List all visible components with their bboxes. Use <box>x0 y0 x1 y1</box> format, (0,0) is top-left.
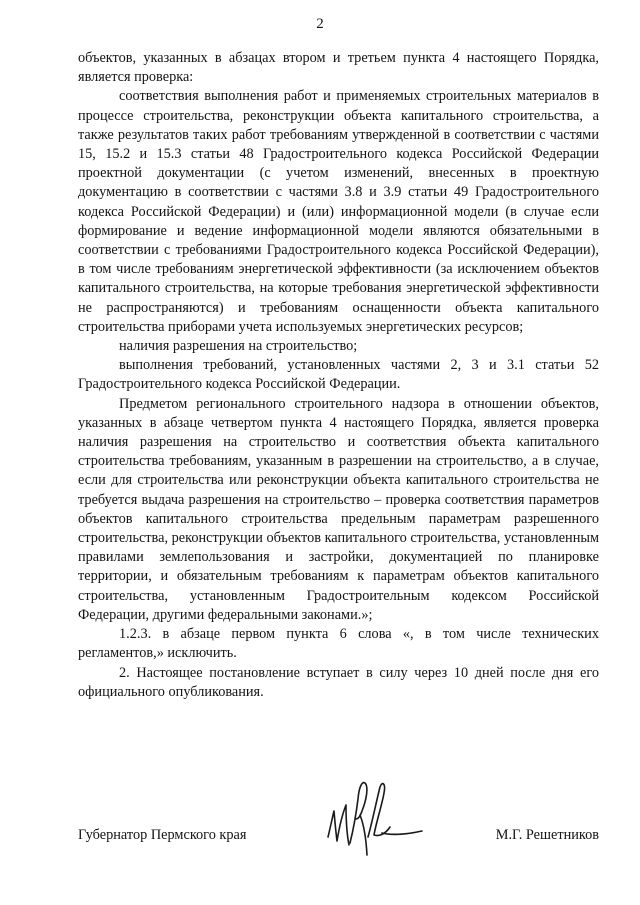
page-number: 2 <box>316 16 324 32</box>
paragraph-conformity-check: соответствия выполнения работ и применяемых строительных материалов в процессе строительства, реконструкции объекта капитального строительства, а также результатов таких работ требованиям утвержденной в соответствии с частями 15, 15.2 и 15.3 статьи 48 Градостроительного кодекса Российской Федерации проектной документации (с учетом изменений, внесенных в проектную документацию в соответствии с частями 3.8 и 3.9 статьи 49 Градостроительного кодекса Российской Федерации) и (или) информационной модели (в случае если формирование и ведение информационной модели являются обязательными в соответствии с требованиями Градостроительного кодекса Российской Федерации), в том числе требованиям энергетической эффективности (за исключением объектов капитального строительства, на которые требования энергетической эффективности не распространяются) и требованиям оснащенности объекта капитального строительства приборами учета используемых энергетических ресурсов; <box>78 88 599 335</box>
paragraph-entry-into-force: 2. Настоящее постановление вступает в силу через 10 дней после дня его официального опубликования. <box>78 664 599 700</box>
paragraph-supervision-subject: Предметом регионального строительного надзора в отношении объектов, указанных в абзаце четвертом пункта 4 настоящего Порядка, является проверка наличия разрешения на строительство и соответствия объекта капитального строительства требованиям, указанным в разрешении на строительство, а в случае, если для строительства или реконструкции объекта капитального строительства не требуется выдача разрешения на строительство – проверка соответствия параметров объектов капитального строительства предельным параметрам разрешенного строительства, реконструкции объектов капитального строительства, установленным правилами землепользования и застройки, документацией по планировке территории, и обязательным требованиям к параметрам объектов капитального строительства, установленным Градостроительным кодексом Российской Федерации, другими федеральными законами.»; <box>78 395 600 623</box>
signature-block <box>78 826 599 866</box>
document-body <box>78 49 599 702</box>
paragraph-requirements-compliance: выполнения требований, установленных частями 2, 3 и 3.1 статьи 52 Градостроительного кодекса Российской Федерации. <box>78 357 599 393</box>
paragraph-intro: объектов, указанных в абзацах втором и третьем пункта 4 настоящего Порядка, является проверка: <box>78 50 599 86</box>
paragraph-amendment-1-2-3: 1.2.3. в абзаце первом пункта 6 слова «, в том числе технических регламентов,» исключить. <box>78 626 599 662</box>
signer-name: М.Г. Решетников <box>495 827 599 843</box>
paragraph-permit-presence: наличия разрешения на строительство; <box>119 338 358 355</box>
signer-title: Губернатор Пермского края <box>78 827 247 843</box>
